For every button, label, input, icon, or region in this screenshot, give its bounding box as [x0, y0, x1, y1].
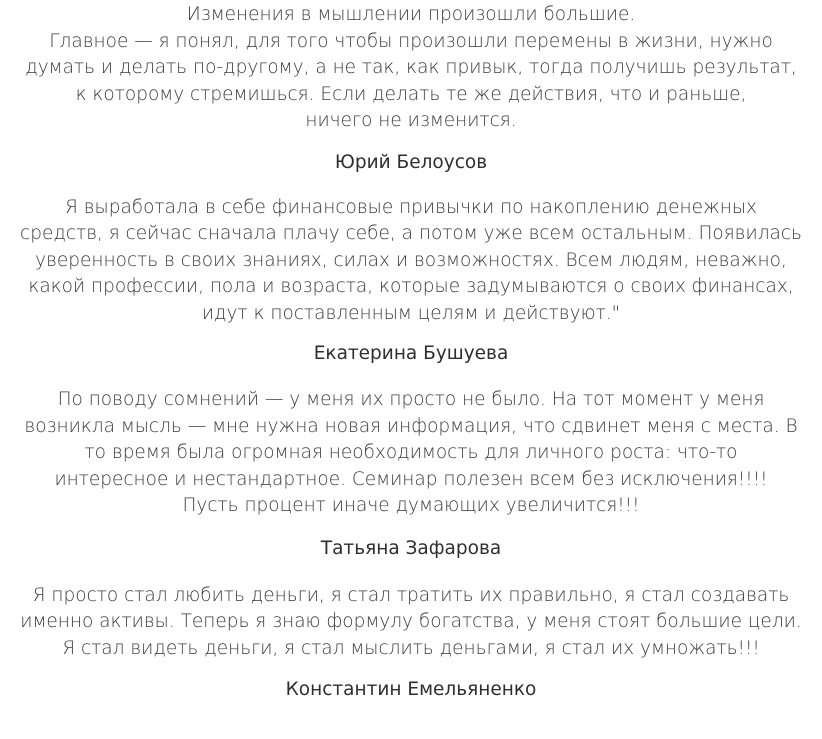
quote-line: Главное — я понял, для того чтобы произошли перемены в жизни, нужно: [49, 30, 773, 52]
testimonial-author: Юрий Белоусов: [334, 151, 488, 173]
quote-line: средств, я сейчас сначала плачу себе, а потом уже всем остальным. Появилась: [20, 223, 802, 244]
quote-line: думать и делать по-другому, а не так, как привык, тогда получишь результат,: [25, 57, 797, 78]
quote-line: Я просто стал любить деньги, я стал тратить их правильно, я стал создавать: [32, 584, 790, 606]
quote-line: Пусть процент иначе думающих увеличится!!!: [182, 495, 640, 516]
quote-line: то время была огромная необходимость для личного роста: что-то: [84, 442, 738, 463]
quote-line: уверенность в своих знаниях, силах и возможностях. Всем людям, неважно,: [35, 249, 787, 271]
quote-line: Я стал видеть деньги, я стал мыслить деньгами, я стал их умножать!!!: [62, 637, 760, 659]
quote-line: к которому стремишься. Если делать те же действия, что и раньше,: [75, 83, 747, 105]
quote-line: Изменения в мышлении произошли большие.: [186, 4, 636, 25]
testimonial-emelyanenko: [10, 583, 812, 704]
quote-line: ничего не изменится.: [305, 110, 517, 131]
quote-line: интересное и нестандартное. Семинар полезен всем без исключения!!!!: [54, 468, 768, 490]
quote-line: Я выработала в себе финансовые привычки по накоплению денежных: [64, 196, 757, 218]
testimonial-author: Константин Емельяненко: [285, 679, 537, 700]
testimonial-author: Татьяна Зафарова: [320, 537, 502, 559]
testimonial-quote: [10, 387, 812, 520]
quote-line: какой профессии, пола и возраста, которые задумываются о своих финансах,: [28, 276, 794, 297]
testimonial-quote: [10, 583, 812, 663]
testimonial-bushueva: [10, 195, 812, 368]
testimonial-quote: [10, 195, 812, 328]
quote-line: возникла мысль — мне нужна новая информация, что сдвинет меня с места. В: [24, 415, 798, 437]
testimonial-belousov: [10, 2, 812, 176]
quote-line: именно активы. Теперь я знаю формулу богатства, у меня стоят большие цели.: [20, 611, 802, 632]
testimonial-zafarova: [10, 387, 812, 562]
quote-line: идут к поставленным целям и действуют.": [201, 302, 621, 324]
quote-line: По поводу сомнений — у меня их просто не было. На тот момент у меня: [57, 389, 765, 410]
testimonial-quote: [10, 2, 812, 135]
testimonial-author: Екатерина Бушуева: [313, 343, 509, 364]
